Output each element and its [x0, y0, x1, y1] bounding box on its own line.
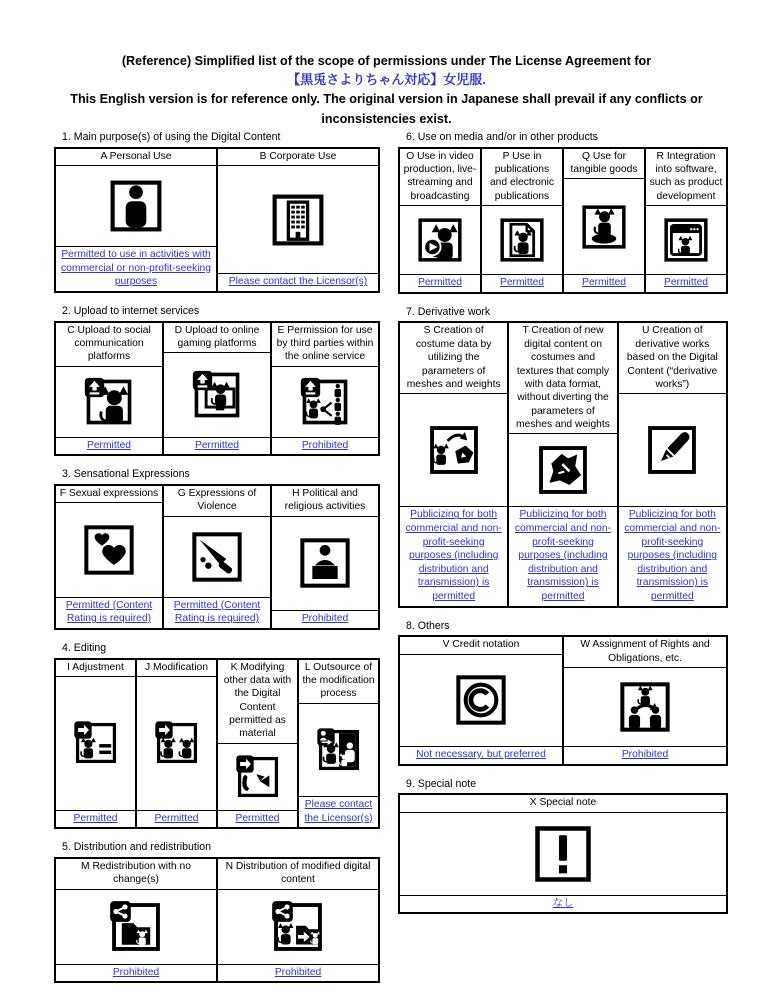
right-column — [398, 131, 728, 926]
section-title: 3. Sensational Expressions — [62, 468, 190, 481]
cell-label: Q Use for tangible goods — [564, 149, 644, 180]
cell-label: X Special note — [400, 795, 726, 812]
costume-texture-icon — [532, 439, 594, 501]
permission-cell — [298, 659, 379, 829]
cell-status: Publicizing for both commercial and non-profit-seeking purposes (including distribution and transmission) is permitted — [509, 506, 616, 605]
section-media-products — [398, 131, 728, 294]
upload-cat-icon — [80, 373, 138, 431]
hearts-icon — [77, 518, 141, 582]
table-special-note — [398, 793, 728, 914]
table-media-products — [398, 147, 728, 294]
table-derivative-work — [398, 321, 728, 607]
permission-cell — [55, 858, 217, 982]
cell-label: U Creation of derivative works based on the Digital Content (“derivative works”) — [619, 323, 726, 394]
share-modified-cat-icon — [267, 896, 329, 958]
cell-status: Permitted — [56, 810, 135, 828]
permission-cell — [217, 148, 379, 292]
cell-status: Permitted — [646, 274, 726, 292]
exclamation-icon — [527, 818, 599, 890]
permission-cell — [55, 485, 163, 629]
permission-cell — [217, 858, 379, 982]
cell-status: Permitted — [400, 274, 480, 292]
section-title: 5. Distribution and redistribution — [62, 841, 211, 854]
cell-status: Prohibited — [218, 964, 378, 982]
permission-cell — [271, 485, 379, 629]
cell-label: L Outsource of the modification process — [299, 660, 378, 704]
permission-cell — [55, 659, 136, 829]
cell-label: S Creation of costume data by utilizing the parameters of meshes and weights — [400, 323, 507, 394]
section-main-purpose — [54, 131, 380, 293]
cell-label: J Modification — [137, 660, 216, 677]
cell-label: W Assignment of Rights and Obligations, etc. — [564, 637, 726, 668]
cell-label: P Use in publications and electronic publications — [482, 149, 562, 207]
cell-label: M Redistribution with no change(s) — [56, 859, 216, 890]
permission-cell — [508, 322, 617, 606]
cell-label: G Expressions of Violence — [164, 486, 270, 517]
video-cat-icon — [412, 212, 468, 268]
cell-status: Permitted — [137, 810, 216, 828]
section-distribution — [54, 841, 380, 983]
outsource-icon — [313, 724, 365, 776]
section-title: 6. Use on media and/or in other products — [406, 131, 598, 143]
permission-cell — [55, 322, 163, 456]
cell-status: Permitted — [564, 274, 644, 292]
permission-cell — [399, 148, 481, 293]
permission-cell — [618, 322, 727, 606]
permission-cell — [399, 322, 508, 606]
copyright-icon — [449, 668, 513, 732]
permission-cell — [136, 659, 217, 829]
cell-status: Publicizing for both commercial and non-profit-seeking purposes (including distribution and transmission) is permitted — [400, 506, 507, 605]
section-title: 1. Main purpose(s) of using the Digital Content — [62, 131, 281, 143]
cell-status: Please contact the Licensor(s) — [218, 273, 378, 291]
title-line-japanese: 【黒兎さよりちゃん対応】女児服. — [287, 71, 486, 87]
figurine-cat-icon — [576, 199, 632, 255]
knife-icon — [185, 525, 249, 589]
section-sensational — [54, 468, 380, 630]
upload-share-people-icon — [296, 373, 354, 431]
section-title: 8. Others — [406, 619, 450, 632]
cell-status: なし — [400, 895, 726, 913]
cell-label: R Integration into software, such as product development — [646, 149, 726, 207]
cell-label: F Sexual expressions — [56, 486, 162, 503]
permission-cell — [481, 148, 563, 293]
cell-status: Permitted (Content Rating is required) — [164, 597, 270, 628]
table-upload-internet — [54, 321, 380, 457]
publication-cat-icon — [494, 212, 550, 268]
cell-status: Prohibited — [272, 610, 378, 628]
cell-status: Not necessary, but preferred — [400, 746, 562, 764]
title-disclaimer: This English version is for reference only. The original version in Japanese shall prevail if any conflicts or inconsistencies exist. — [70, 92, 703, 126]
adjust-cat-equals-icon — [70, 717, 122, 769]
cell-label: V Credit notation — [400, 637, 562, 654]
table-main-purpose — [54, 147, 380, 293]
upload-monitor-cat-icon — [188, 366, 246, 424]
cell-status: Permitted — [56, 437, 162, 455]
cell-label: C Upload to social communication platforms — [56, 323, 162, 367]
permission-cell — [399, 794, 727, 913]
cell-label: E Permission for use by third parties within the online service — [272, 323, 378, 367]
section-upload-internet — [54, 305, 380, 456]
permission-cell — [163, 485, 271, 629]
cell-status: Prohibited — [56, 964, 216, 982]
cell-label: K Modifying other data with the Digital Content permitted as material — [218, 660, 297, 744]
cell-label: T Creation of new digital content on costumes and textures that comply with data format, without diverting the parameters of meshes and weights — [509, 323, 616, 434]
cell-status: Publicizing for both commercial and non-profit-seeking purposes (including distribution and transmission) is permitted — [619, 506, 726, 605]
cell-status: Prohibited — [272, 437, 378, 455]
permission-cell — [55, 148, 217, 292]
table-editing — [54, 658, 380, 830]
cell-status: Prohibited — [564, 746, 726, 764]
cell-status: Permitted — [482, 274, 562, 292]
costume-convert-icon — [423, 419, 485, 481]
cell-status: Please contact the Licensor(s) — [299, 796, 378, 827]
modify-two-cats-icon — [151, 717, 203, 769]
permission-cell — [163, 322, 271, 456]
permission-cell — [399, 636, 563, 764]
pen-icon — [641, 419, 703, 481]
cell-label: O Use in video production, live-streaming and broadcasting — [400, 149, 480, 207]
modify-parts-icon — [232, 751, 284, 803]
permission-cell — [645, 148, 727, 293]
cell-label: D Upload to online gaming platforms — [164, 323, 270, 354]
cell-label: B Corporate Use — [218, 149, 378, 166]
section-editing — [54, 642, 380, 830]
permission-cell — [563, 148, 645, 293]
section-title: 7. Derivative work — [406, 305, 491, 318]
document-title — [0, 52, 773, 129]
left-column — [54, 131, 380, 995]
cell-status: Permitted — [218, 810, 297, 828]
software-window-cat-icon — [658, 212, 714, 268]
podium-speech-icon — [293, 531, 357, 595]
person-icon — [103, 173, 169, 239]
cell-status: Permitted — [164, 437, 270, 455]
section-derivative-work — [398, 306, 728, 608]
section-title: 4. Editing — [62, 641, 107, 654]
permission-cell — [217, 659, 298, 829]
table-sensational — [54, 484, 380, 630]
cell-label: N Distribution of modified digital content — [218, 859, 378, 890]
section-others — [398, 620, 728, 766]
table-distribution — [54, 857, 380, 983]
section-special-note — [398, 778, 728, 915]
permission-cell — [563, 636, 727, 764]
cell-status: Permitted (Content Rating is required) — [56, 597, 162, 628]
cell-label: I Adjustment — [56, 660, 135, 677]
share-folder-cat-icon — [105, 896, 167, 958]
permission-cell — [271, 322, 379, 456]
cell-label: H Political and religious activities — [272, 486, 378, 517]
cell-status: Permitted to use in activities with commercial or non-profit-seeking purposes — [56, 246, 216, 291]
section-title: 2. Upload to internet services — [62, 304, 200, 317]
cell-label: A Personal Use — [56, 149, 216, 166]
office-building-icon — [265, 187, 331, 253]
rights-transfer-icon — [613, 675, 677, 739]
title-line-english: (Reference) Simplified list of the scope of permissions under The License Agreement for — [121, 54, 652, 68]
section-title: 9. Special note — [406, 777, 477, 790]
table-others — [398, 635, 728, 765]
